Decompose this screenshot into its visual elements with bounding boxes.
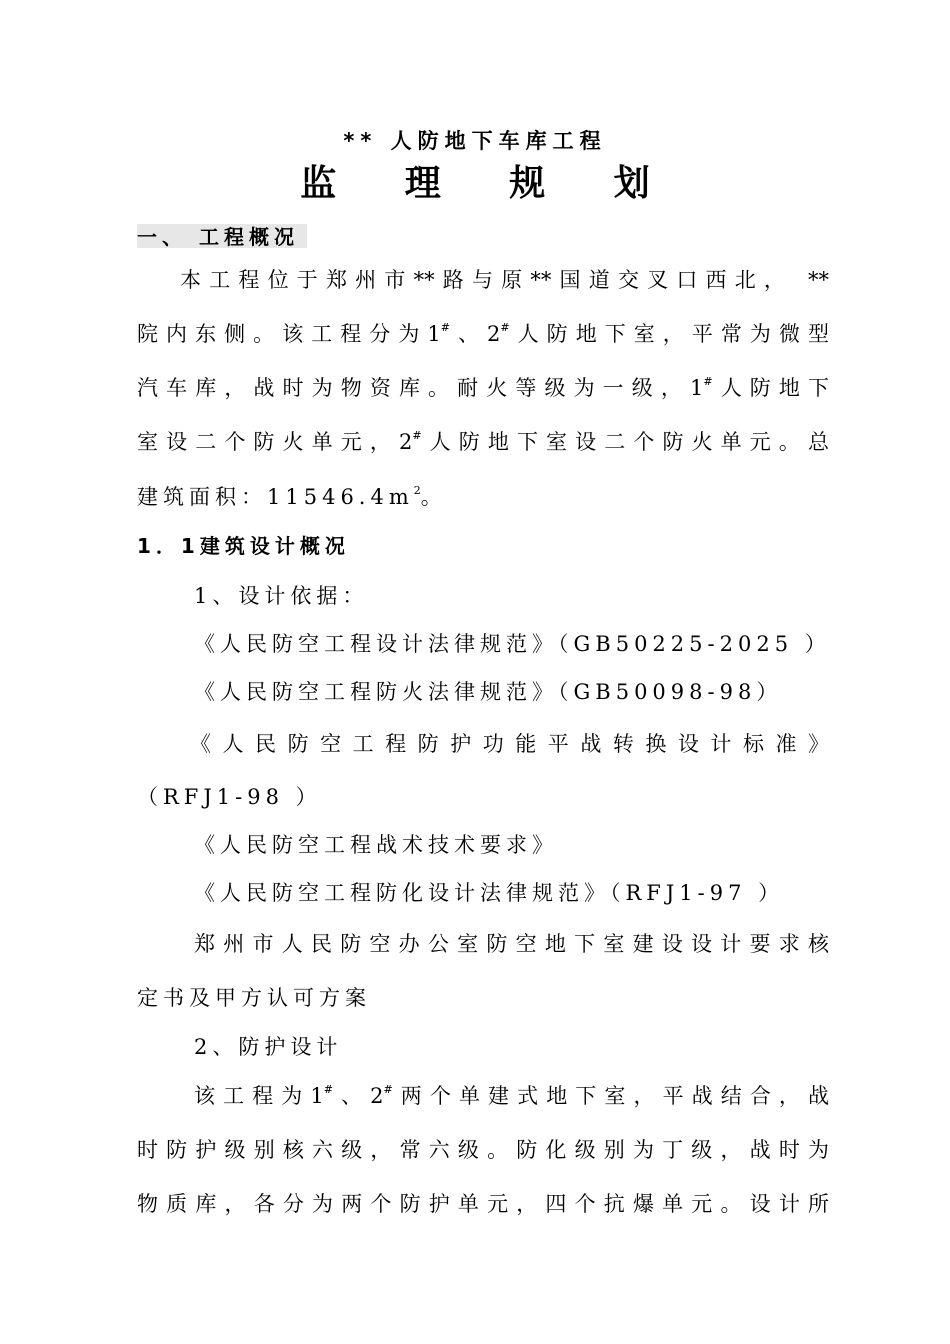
section-heading-building-design: 1．1建筑设计概况 (137, 534, 350, 558)
basis-item: 定书及甲方认可方案 (137, 986, 371, 1010)
paragraph-line: 汽车库，战时为物资库。耐火等级为一级，1#人防地下 (137, 375, 830, 400)
paragraph-line: 室设二个防火单元，2#人防地下室设二个防火单元。总 (137, 429, 829, 454)
paragraph-line: 该工程为1#、2#两个单建式地下室，平战结合，战 (194, 1083, 829, 1108)
basis-item: 《人民防空工程设计法律规范》（GB50225-2025 ） (194, 632, 831, 656)
basis-item: 《人民防空工程战术技术要求》 (194, 833, 558, 857)
section-heading-overview: 一、 工程概况 (137, 224, 307, 248)
paragraph-line: 院内东侧。该工程分为1#、2#人防地下室，平常为微型 (137, 321, 829, 346)
document-subtitle: 监 理 规 划 (300, 163, 678, 204)
document-title: ** 人防地下车库工程 (343, 129, 607, 153)
basis-item: 《人民防空工程防护功能平战转换设计标准》 (190, 732, 829, 756)
paragraph-line: 建筑面积：$11546.4m^2$。 (137, 484, 447, 509)
basis-item: 《人民防空工程防化设计法律规范》（RFJ1-97 ） (194, 881, 785, 905)
basis-item: （RFJ1-98 ） (137, 785, 322, 809)
paragraph-line: 物质库，各分为两个防护单元，四个抗爆单元。设计所 (137, 1192, 829, 1216)
paragraph-line: 本工程位于郑州市**路与原**国道交叉口西北， ** (180, 268, 829, 292)
basis-label: 1、设计依据： (194, 584, 369, 608)
paragraph-line: 时防护级别核六级，常六级。防化级别为丁级，战时为 (137, 1138, 829, 1162)
protect-label: 2、防护设计 (194, 1035, 343, 1059)
basis-item: 《人民防空工程防火法律规范》（GB50098-98） (194, 680, 783, 704)
basis-item: 郑州市人民防空办公室防空地下室建设设计要求核 (194, 932, 829, 956)
